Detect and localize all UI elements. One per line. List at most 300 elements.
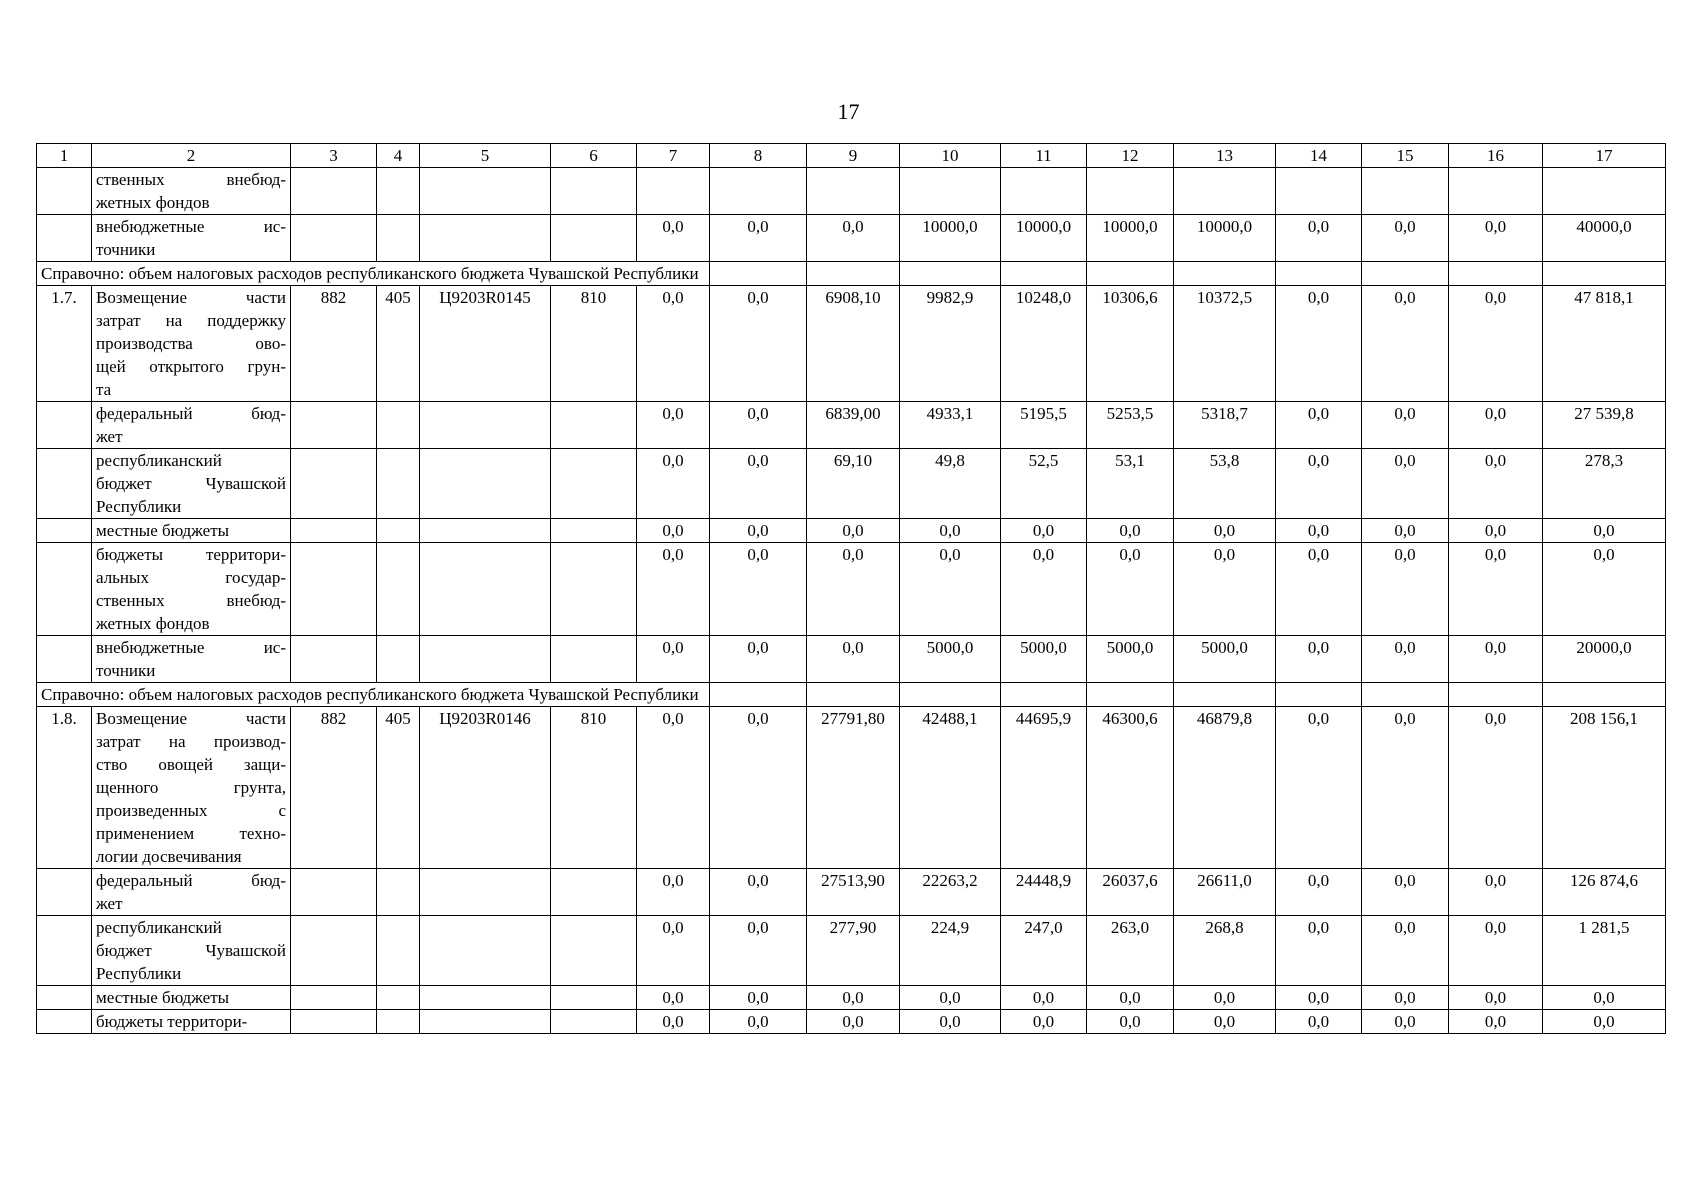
target-item-code-cell [420, 916, 551, 986]
value-cell: 0,0 [1276, 869, 1362, 916]
value-cell: 27 539,8 [1543, 402, 1666, 449]
value-cell: 10000,0 [1174, 215, 1276, 262]
target-item-code-cell [420, 519, 551, 543]
column-number-cell: 16 [1449, 144, 1543, 168]
description-line: ственных внебюд- [96, 591, 286, 610]
column-number-cell: 2 [92, 144, 291, 168]
expense-type-code-cell [551, 916, 637, 986]
value-cell: 5000,0 [1087, 636, 1174, 683]
value-cell: 0,0 [1001, 1010, 1087, 1034]
value-cell: 0,0 [807, 519, 900, 543]
value-cell: 0,0 [637, 543, 710, 636]
section-code-cell [377, 215, 420, 262]
empty-cell [1276, 262, 1362, 286]
value-cell: 0,0 [637, 916, 710, 986]
grbs-code-cell [291, 986, 377, 1010]
target-item-code-cell: Ц9203R0145 [420, 286, 551, 402]
description-line: щенного грунта, [96, 778, 286, 797]
value-cell: 0,0 [1001, 543, 1087, 636]
description-line: Возмещение части [96, 288, 286, 307]
column-number-cell: 11 [1001, 144, 1087, 168]
value-cell: 46300,6 [1087, 707, 1174, 869]
reference-note-row [37, 683, 1666, 707]
value-cell: 0,0 [807, 543, 900, 636]
value-cell: 0,0 [1362, 986, 1449, 1010]
value-cell: 0,0 [1276, 215, 1362, 262]
value-cell: 0,0 [1543, 1010, 1666, 1034]
value-cell: 0,0 [1449, 449, 1543, 519]
value-cell: 9982,9 [900, 286, 1001, 402]
value-cell: 0,0 [710, 543, 807, 636]
value-cell: 10000,0 [1087, 215, 1174, 262]
description-cell [92, 168, 291, 215]
description-line: бюджеты территори- [96, 1012, 248, 1031]
grbs-code-cell [291, 519, 377, 543]
value-cell: 0,0 [1276, 707, 1362, 869]
value-cell: 0,0 [1362, 215, 1449, 262]
empty-cell [900, 683, 1001, 707]
funding-source-row [37, 986, 1666, 1010]
column-number-cell: 7 [637, 144, 710, 168]
description-line: жетных фондов [96, 193, 210, 212]
value-cell: 0,0 [1276, 1010, 1362, 1034]
expense-type-code-cell [551, 869, 637, 916]
value-cell [1001, 168, 1087, 215]
target-item-code-cell: Ц9203R0146 [420, 707, 551, 869]
row-number-cell [37, 402, 92, 449]
target-item-code-cell [420, 636, 551, 683]
funding-source-row [37, 543, 1666, 636]
value-cell [710, 168, 807, 215]
description-cell [92, 402, 291, 449]
value-cell: 53,8 [1174, 449, 1276, 519]
value-cell: 40000,0 [1543, 215, 1666, 262]
value-cell: 0,0 [710, 1010, 807, 1034]
value-cell: 27513,90 [807, 869, 900, 916]
value-cell: 10000,0 [900, 215, 1001, 262]
row-number-cell: 1.7. [37, 286, 92, 402]
value-cell: 47 818,1 [1543, 286, 1666, 402]
value-cell: 0,0 [1276, 543, 1362, 636]
description-line: производства ово- [96, 334, 286, 353]
description-line: жет [96, 427, 123, 446]
description-cell [92, 707, 291, 869]
expense-type-code-cell [551, 449, 637, 519]
value-cell: 26037,6 [1087, 869, 1174, 916]
value-cell [900, 168, 1001, 215]
value-cell: 10000,0 [1001, 215, 1087, 262]
grbs-code-cell: 882 [291, 286, 377, 402]
empty-cell [1087, 262, 1174, 286]
value-cell: 10306,6 [1087, 286, 1174, 402]
funding-source-row [37, 402, 1666, 449]
value-cell: 0,0 [1087, 519, 1174, 543]
grbs-code-cell [291, 449, 377, 519]
funding-source-row [37, 168, 1666, 215]
value-cell: 0,0 [1362, 286, 1449, 402]
value-cell: 0,0 [637, 519, 710, 543]
column-number-row [37, 144, 1666, 168]
target-item-code-cell [420, 168, 551, 215]
target-item-code-cell [420, 449, 551, 519]
value-cell: 0,0 [1449, 402, 1543, 449]
value-cell: 46879,8 [1174, 707, 1276, 869]
value-cell: 0,0 [710, 402, 807, 449]
value-cell [1276, 168, 1362, 215]
target-item-code-cell [420, 215, 551, 262]
value-cell: 0,0 [1449, 286, 1543, 402]
empty-cell [1174, 262, 1276, 286]
description-line: бюджет Чувашской [96, 941, 286, 960]
value-cell: 0,0 [1449, 519, 1543, 543]
row-number-cell [37, 215, 92, 262]
description-cell [92, 986, 291, 1010]
value-cell: 0,0 [1543, 519, 1666, 543]
empty-cell [1174, 683, 1276, 707]
funding-source-row [37, 449, 1666, 519]
measure-row [37, 707, 1666, 869]
funding-source-row [37, 215, 1666, 262]
description-line: внебюджетные ис- [96, 638, 286, 657]
description-line: местные бюджеты [96, 988, 230, 1007]
value-cell: 0,0 [807, 636, 900, 683]
expense-type-code-cell [551, 543, 637, 636]
description-line: точники [96, 661, 156, 680]
column-number-cell: 4 [377, 144, 420, 168]
section-code-cell [377, 916, 420, 986]
value-cell: 0,0 [1362, 402, 1449, 449]
description-cell [92, 215, 291, 262]
budget-table [36, 143, 1666, 1034]
column-number-cell: 14 [1276, 144, 1362, 168]
value-cell: 6908,10 [807, 286, 900, 402]
section-code-cell: 405 [377, 286, 420, 402]
value-cell: 5000,0 [900, 636, 1001, 683]
value-cell: 0,0 [1087, 543, 1174, 636]
grbs-code-cell [291, 916, 377, 986]
value-cell: 0,0 [1449, 986, 1543, 1010]
description-line: республиканский [96, 451, 222, 470]
column-number-cell: 5 [420, 144, 551, 168]
value-cell [1087, 168, 1174, 215]
column-number-cell: 12 [1087, 144, 1174, 168]
value-cell: 0,0 [1449, 636, 1543, 683]
row-number-cell: 1.8. [37, 707, 92, 869]
row-number-cell [37, 916, 92, 986]
measure-row [37, 286, 1666, 402]
value-cell: 0,0 [637, 869, 710, 916]
column-number-cell: 9 [807, 144, 900, 168]
empty-cell [1087, 683, 1174, 707]
value-cell: 0,0 [1276, 636, 1362, 683]
value-cell: 0,0 [1362, 636, 1449, 683]
value-cell [1174, 168, 1276, 215]
row-number-cell [37, 519, 92, 543]
value-cell: 0,0 [807, 215, 900, 262]
value-cell: 10248,0 [1001, 286, 1087, 402]
description-cell [92, 916, 291, 986]
value-cell: 0,0 [900, 1010, 1001, 1034]
empty-cell [1543, 683, 1666, 707]
column-number-cell: 13 [1174, 144, 1276, 168]
description-line: щей открытого грун- [96, 357, 286, 376]
description-cell [92, 869, 291, 916]
description-line: Республики [96, 497, 182, 516]
expense-type-code-cell [551, 519, 637, 543]
row-number-cell [37, 168, 92, 215]
empty-cell [1001, 262, 1087, 286]
expense-type-code-cell [551, 986, 637, 1010]
empty-cell [710, 683, 807, 707]
value-cell: 0,0 [710, 707, 807, 869]
description-line: затрат на производ- [96, 732, 286, 751]
description-line: та [96, 380, 112, 399]
value-cell: 0,0 [1449, 869, 1543, 916]
description-cell [92, 543, 291, 636]
value-cell: 0,0 [1087, 986, 1174, 1010]
value-cell [1543, 168, 1666, 215]
grbs-code-cell [291, 1010, 377, 1034]
description-line: затрат на поддержку [96, 311, 286, 330]
value-cell: 0,0 [637, 636, 710, 683]
value-cell: 0,0 [1449, 215, 1543, 262]
target-item-code-cell [420, 1010, 551, 1034]
value-cell: 0,0 [637, 707, 710, 869]
value-cell [637, 168, 710, 215]
empty-cell [1449, 262, 1543, 286]
value-cell: 126 874,6 [1543, 869, 1666, 916]
value-cell: 0,0 [900, 543, 1001, 636]
empty-cell [1001, 683, 1087, 707]
empty-cell [1362, 262, 1449, 286]
value-cell: 0,0 [710, 636, 807, 683]
expense-type-code-cell [551, 402, 637, 449]
description-line: жет [96, 894, 123, 913]
funding-source-row [37, 1010, 1666, 1034]
description-cell [92, 636, 291, 683]
empty-cell [807, 262, 900, 286]
section-code-cell [377, 519, 420, 543]
value-cell: 49,8 [900, 449, 1001, 519]
value-cell: 0,0 [807, 986, 900, 1010]
value-cell: 0,0 [1276, 519, 1362, 543]
value-cell: 0,0 [710, 215, 807, 262]
value-cell: 0,0 [710, 916, 807, 986]
value-cell: 0,0 [1087, 1010, 1174, 1034]
value-cell [807, 168, 900, 215]
description-line: логии досвечивания [96, 847, 242, 866]
value-cell [1449, 168, 1543, 215]
section-code-cell [377, 449, 420, 519]
value-cell: 0,0 [637, 449, 710, 519]
section-code-cell [377, 168, 420, 215]
value-cell: 0,0 [1362, 543, 1449, 636]
description-line: применением техно- [96, 824, 286, 843]
value-cell: 0,0 [1174, 986, 1276, 1010]
value-cell: 53,1 [1087, 449, 1174, 519]
empty-cell [710, 262, 807, 286]
expense-type-code-cell [551, 215, 637, 262]
value-cell: 42488,1 [900, 707, 1001, 869]
grbs-code-cell [291, 402, 377, 449]
row-number-cell [37, 636, 92, 683]
value-cell: 0,0 [1449, 543, 1543, 636]
value-cell: 224,9 [900, 916, 1001, 986]
column-number-cell: 10 [900, 144, 1001, 168]
funding-source-row [37, 636, 1666, 683]
value-cell: 0,0 [1362, 707, 1449, 869]
grbs-code-cell [291, 869, 377, 916]
description-line: ство овощей защи- [96, 755, 286, 774]
value-cell: 22263,2 [900, 869, 1001, 916]
section-code-cell: 405 [377, 707, 420, 869]
value-cell: 5000,0 [1174, 636, 1276, 683]
description-line: ственных внебюд- [96, 170, 286, 189]
expense-type-code-cell [551, 1010, 637, 1034]
description-line: внебюджетные ис- [96, 217, 286, 236]
page-number: 17 [837, 99, 860, 124]
expense-type-code-cell: 810 [551, 286, 637, 402]
description-line: Возмещение части [96, 709, 286, 728]
column-number-cell: 8 [710, 144, 807, 168]
value-cell: 0,0 [900, 986, 1001, 1010]
value-cell: 20000,0 [1543, 636, 1666, 683]
value-cell: 0,0 [1449, 707, 1543, 869]
value-cell: 0,0 [1449, 916, 1543, 986]
description-cell [92, 519, 291, 543]
value-cell: 277,90 [807, 916, 900, 986]
value-cell: 0,0 [637, 402, 710, 449]
expense-type-code-cell: 810 [551, 707, 637, 869]
description-line: точники [96, 240, 156, 259]
description-line: бюджеты территори- [96, 545, 286, 564]
empty-cell [1362, 683, 1449, 707]
description-line: Республики [96, 964, 182, 983]
value-cell: 278,3 [1543, 449, 1666, 519]
reference-note-text: Справочно: объем налоговых расходов республиканского бюджета Чувашской Республики [37, 683, 710, 707]
value-cell: 0,0 [1001, 986, 1087, 1010]
value-cell: 0,0 [1276, 916, 1362, 986]
value-cell: 0,0 [900, 519, 1001, 543]
description-cell [92, 1010, 291, 1034]
grbs-code-cell [291, 215, 377, 262]
value-cell: 0,0 [637, 986, 710, 1010]
value-cell: 0,0 [710, 449, 807, 519]
value-cell: 208 156,1 [1543, 707, 1666, 869]
description-line: республиканский [96, 918, 222, 937]
value-cell: 0,0 [1276, 986, 1362, 1010]
target-item-code-cell [420, 986, 551, 1010]
value-cell: 0,0 [1362, 1010, 1449, 1034]
value-cell: 0,0 [637, 1010, 710, 1034]
grbs-code-cell [291, 636, 377, 683]
target-item-code-cell [420, 543, 551, 636]
grbs-code-cell [291, 168, 377, 215]
value-cell: 1 281,5 [1543, 916, 1666, 986]
section-code-cell [377, 1010, 420, 1034]
value-cell: 52,5 [1001, 449, 1087, 519]
value-cell: 0,0 [1543, 543, 1666, 636]
empty-cell [1543, 262, 1666, 286]
row-number-cell [37, 543, 92, 636]
description-line: федеральный бюд- [96, 871, 286, 890]
column-number-cell: 17 [1543, 144, 1666, 168]
value-cell: 6839,00 [807, 402, 900, 449]
column-number-cell: 15 [1362, 144, 1449, 168]
expense-type-code-cell [551, 636, 637, 683]
funding-source-row [37, 869, 1666, 916]
row-number-cell [37, 986, 92, 1010]
funding-source-row [37, 916, 1666, 986]
section-code-cell [377, 543, 420, 636]
value-cell: 0,0 [637, 215, 710, 262]
description-cell [92, 286, 291, 402]
value-cell: 27791,80 [807, 707, 900, 869]
description-line: произведенных с [96, 801, 286, 820]
value-cell: 5318,7 [1174, 402, 1276, 449]
value-cell: 0,0 [1174, 519, 1276, 543]
value-cell: 0,0 [1276, 449, 1362, 519]
column-number-cell: 6 [551, 144, 637, 168]
value-cell: 0,0 [637, 286, 710, 402]
empty-cell [1276, 683, 1362, 707]
value-cell: 69,10 [807, 449, 900, 519]
value-cell: 0,0 [1362, 869, 1449, 916]
value-cell [1362, 168, 1449, 215]
grbs-code-cell [291, 543, 377, 636]
description-cell [92, 449, 291, 519]
value-cell: 5253,5 [1087, 402, 1174, 449]
value-cell: 10372,5 [1174, 286, 1276, 402]
value-cell: 26611,0 [1174, 869, 1276, 916]
value-cell: 0,0 [1001, 519, 1087, 543]
empty-cell [1449, 683, 1543, 707]
value-cell: 0,0 [1276, 402, 1362, 449]
section-code-cell [377, 636, 420, 683]
section-code-cell [377, 869, 420, 916]
row-number-cell [37, 449, 92, 519]
empty-cell [900, 262, 1001, 286]
empty-cell [807, 683, 900, 707]
reference-note-text: Справочно: объем налоговых расходов республиканского бюджета Чувашской Республики [37, 262, 710, 286]
value-cell: 0,0 [710, 519, 807, 543]
value-cell: 247,0 [1001, 916, 1087, 986]
value-cell: 268,8 [1174, 916, 1276, 986]
value-cell: 0,0 [710, 286, 807, 402]
value-cell: 263,0 [1087, 916, 1174, 986]
section-code-cell [377, 986, 420, 1010]
value-cell: 0,0 [1362, 916, 1449, 986]
section-code-cell [377, 402, 420, 449]
value-cell: 5195,5 [1001, 402, 1087, 449]
description-line: местные бюджеты [96, 521, 230, 540]
row-number-cell [37, 869, 92, 916]
description-line: жетных фондов [96, 614, 210, 633]
value-cell: 4933,1 [900, 402, 1001, 449]
value-cell: 0,0 [710, 986, 807, 1010]
value-cell: 0,0 [1362, 519, 1449, 543]
value-cell: 5000,0 [1001, 636, 1087, 683]
description-line: федеральный бюд- [96, 404, 286, 423]
value-cell: 0,0 [1174, 1010, 1276, 1034]
row-number-cell [37, 1010, 92, 1034]
funding-source-row [37, 519, 1666, 543]
target-item-code-cell [420, 869, 551, 916]
value-cell: 0,0 [1174, 543, 1276, 636]
reference-note-row [37, 262, 1666, 286]
value-cell: 0,0 [1362, 449, 1449, 519]
description-line: бюджет Чувашской [96, 474, 286, 493]
